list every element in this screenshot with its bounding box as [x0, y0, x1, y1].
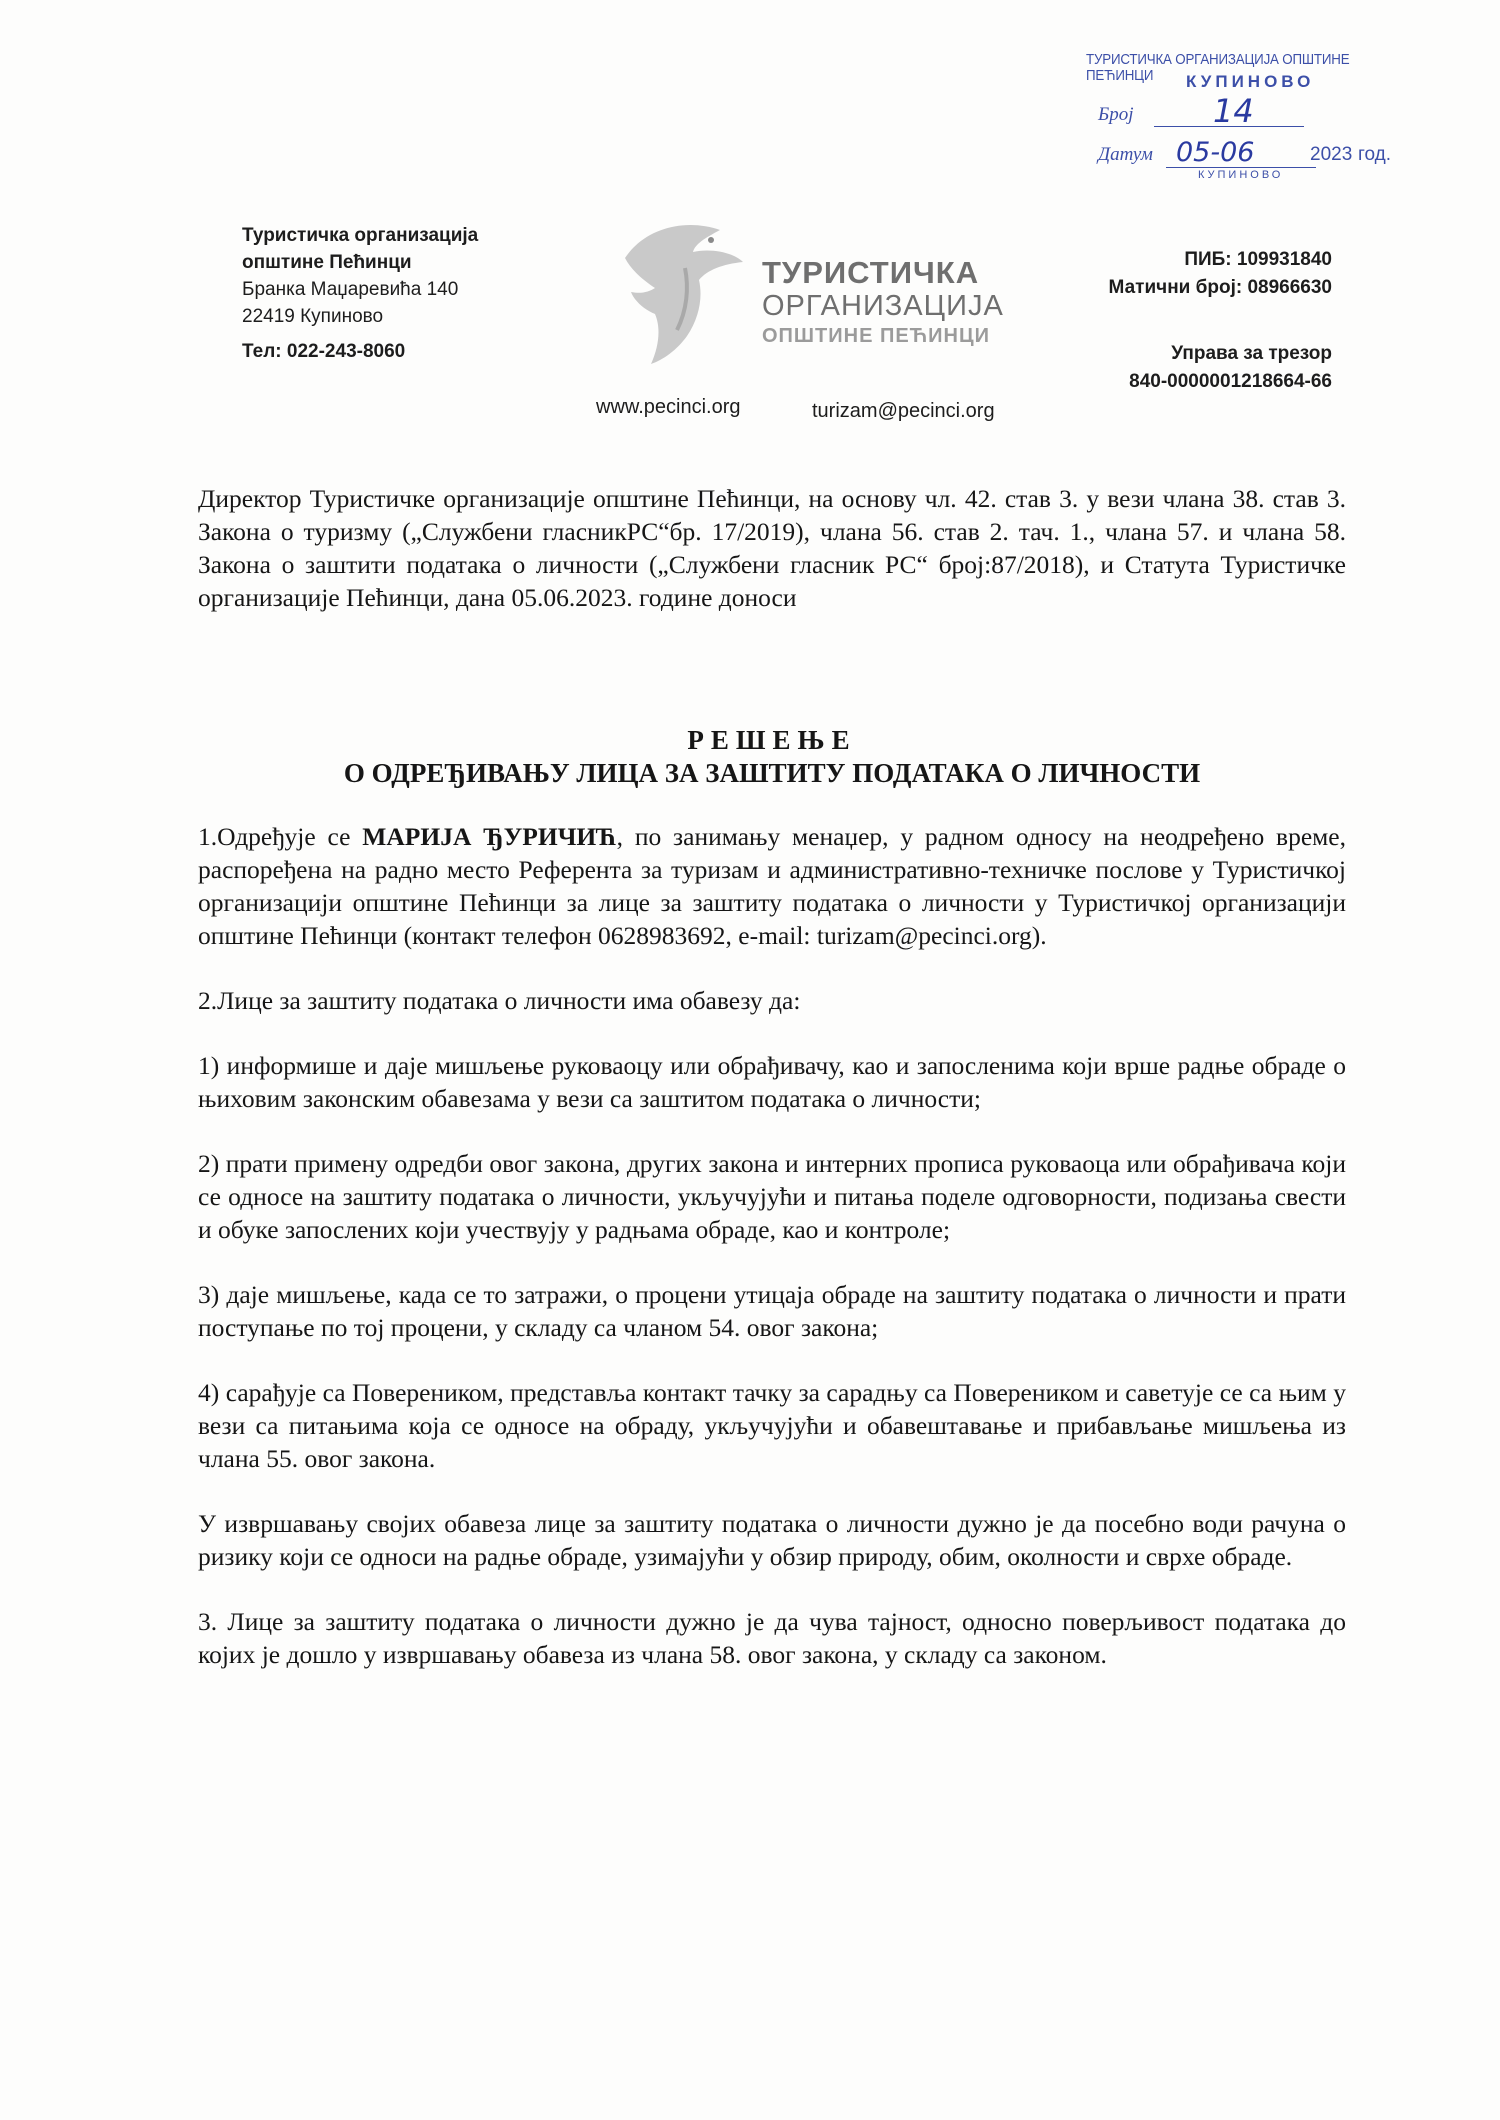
logo-line1: ТУРИСТИЧКА: [762, 255, 980, 290]
org-city: 22419 Купиново: [242, 306, 384, 327]
logo-wordmark: [762, 256, 1004, 350]
stamp-place-bottom: КУПИНОВО: [1198, 169, 1284, 181]
stamp-date-label: Датум: [1098, 144, 1153, 165]
letterhead-treasury: [1129, 340, 1332, 396]
treasury-label: Управа за трезор: [1171, 343, 1332, 364]
logo-line2: ОРГАНИЗАЦИЈА: [762, 290, 1004, 322]
org-phone: Тел: 022-243-8060: [242, 341, 406, 362]
paragraph-1: 1.Одређује се МАРИЈА ЂУРИЧИЋ, по занимању менаџер, у радном односу на неодређено време, распоређена на радно место Референта за туризам и административно-техничке послове у Туристичкој организацији општине Пећинци за лице за заштиту података о личности у Туристичкој организацији општине Пећинци (контакт телефон 0628983692, e-mail: turizam@pecinci.org).: [198, 822, 1346, 950]
org-name-line2: општине Пећинци: [242, 252, 412, 273]
stamp-place: КУПИНОВО: [1186, 72, 1315, 91]
stamp-year-suffix: год.: [1358, 144, 1392, 165]
letterhead-address: [242, 222, 478, 365]
bird-logo-icon: [615, 218, 750, 368]
obligations-paragraph: У извршавању својих обавеза лице за заштиту података о личности дужно је да посебно води рачуна о ризику који се односи на радње обраде, узимајући у обзир природу, обим, околности и сврхе обраде.: [198, 1509, 1346, 1571]
tax-id: ПИБ: 109931840: [1184, 249, 1332, 270]
duty-item-1: 1) информише и даје мишљење руковаоцу или обрађивачу, као и запосленима који врше радње обраде о њиховим законским обавезама у вези са заштитом података о личности;: [198, 1051, 1346, 1113]
registration-number: Матични број: 08966630: [1108, 277, 1332, 298]
website-link[interactable]: www.pecinci.org: [596, 396, 741, 418]
paragraph-3: 3. Лице за заштиту података о личности дужно је да чува тајност, односно поверљивост података до којих је дошло у извршавању обавеза из члана 58. овог закона, у складу са законом.: [198, 1607, 1346, 1669]
treasury-account: 840-0000001218664-66: [1129, 371, 1332, 392]
document-title: РЕШЕЊЕ: [687, 725, 857, 755]
registration-stamp: [1078, 52, 1438, 182]
letterhead-ids: [1109, 246, 1332, 302]
stamp-date-value: 05-06: [1176, 137, 1255, 168]
email-link[interactable]: turizam@pecinci.org: [812, 400, 995, 422]
org-name-line1: Туристичка организација: [242, 225, 479, 246]
stamp-year: 2023: [1310, 144, 1353, 165]
org-street: Бранка Маџаревића 140: [242, 279, 459, 300]
stamp-number-label: Број: [1098, 104, 1134, 125]
duty-item-2: 2) прати примену одредби овог закона, других закона и интерних прописа руковаоца или обрађивача који се односе на заштиту података о личности, укључујући и питања поделе одговорности, подизања свести и обуке запослених који учествују у радњама обраде, као и контроле;: [198, 1149, 1346, 1244]
paragraph-2: 2.Лице за заштиту података о личности има обавезу да:: [198, 986, 801, 1015]
duty-item-4: 4) сарађује са Повереником, представља контакт тачку за сарадњу са Повереником и саветује се са њим у вези са питањима која се односе на обраду, укључујући и обавештавање и прибављање мишљења из члана 55. овог закона.: [198, 1378, 1346, 1473]
appointed-person-name: МАРИЈА ЂУРИЧИЋ: [362, 822, 617, 851]
document-subtitle: О ОДРЕЂИВАЊУ ЛИЦА ЗА ЗАШТИТУ ПОДАТАКА О ЛИЧНОСТИ: [343, 758, 1201, 788]
stamp-number-value: 14: [1213, 92, 1254, 130]
duty-item-3: 3) даје мишљење, када се то затражи, о процени утицаја обраде на заштиту података о личности и прати поступање по тој процени, у складу са чланом 54. овог закона;: [198, 1280, 1346, 1342]
stamp-organization: ТУРИСТИЧКА ОРГАНИЗАЦИЈА ОПШТИНЕ ПЕЋИНЦИ: [1086, 52, 1350, 84]
logo-line3: ОПШТИНЕ ПЕЋИНЦИ: [762, 325, 990, 347]
document-body: [198, 482, 1346, 1671]
intro-paragraph: Директор Туристичке организације општине Пећинци, на основу чл. 42. став 3. у вези члана 38. став 3. Закона о туризму („Службени гласникРС“бр. 17/2019), члана 56. став 2. тач. 1., члана 57. и члана 58. Закона о заштити података о личности („Службени гласник РС“ број:87/2018), и Статута Туристичке организације Пећинци, дана 05.06.2023. године доноси: [198, 484, 1346, 612]
